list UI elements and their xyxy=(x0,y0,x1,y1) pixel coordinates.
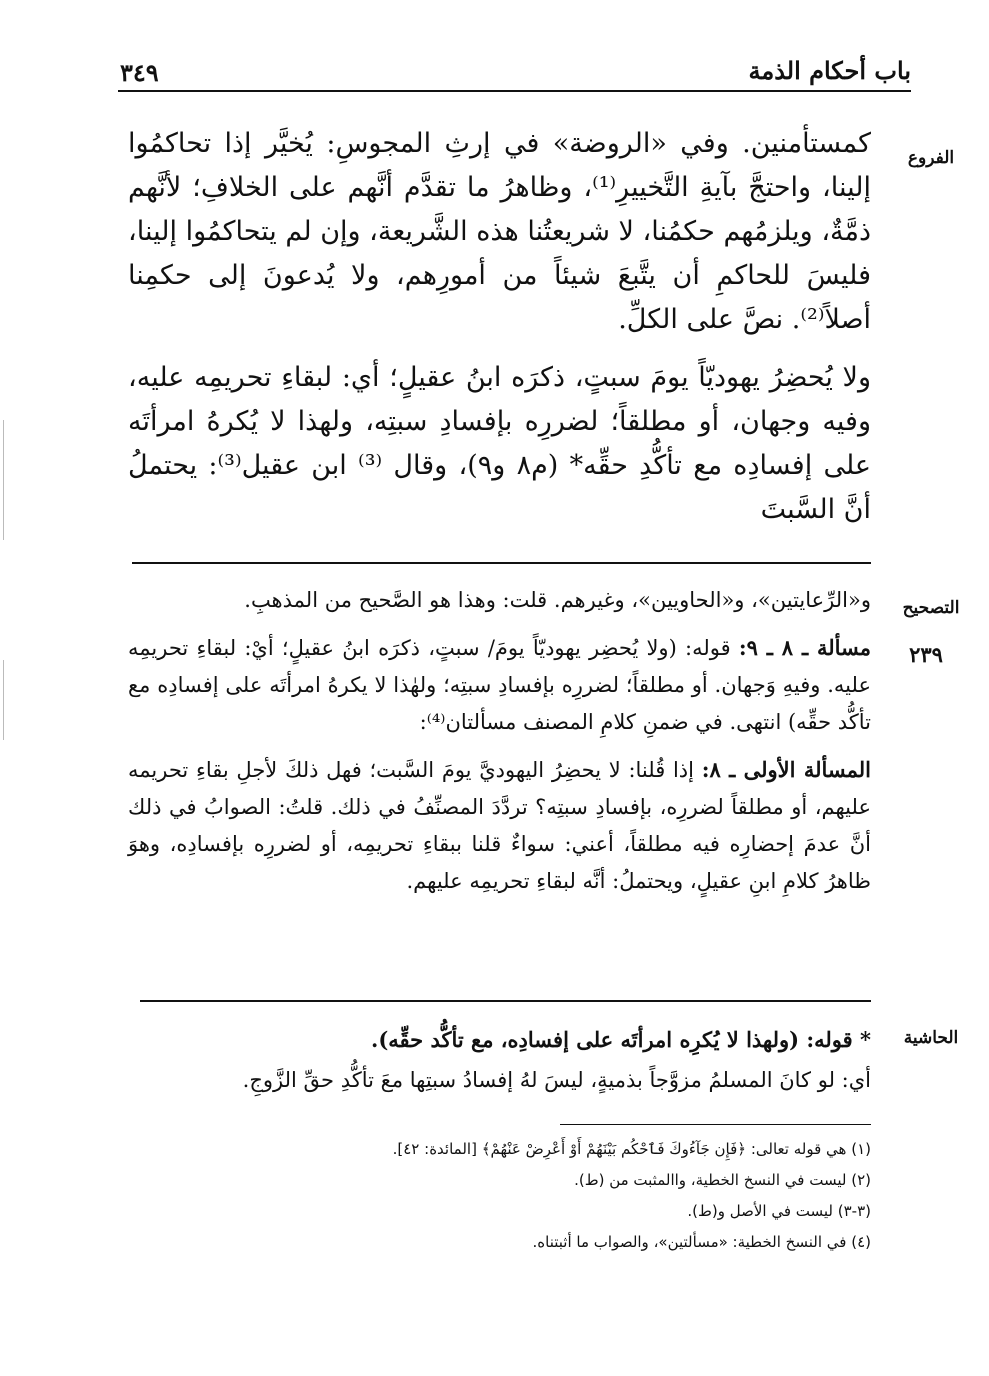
hashiya-quote: * قوله: (ولهذا لا يُكرِه امرأتَه على إفسادِه، مع تأكُّد حقِّه). xyxy=(371,1027,871,1052)
footnote-rule xyxy=(560,1124,871,1125)
margin-label-tashih: التصحيح xyxy=(902,598,960,618)
furu-main-text xyxy=(128,122,871,532)
footnote-3: (٣-٣) ليست في الأصل و(ط). xyxy=(687,1202,871,1220)
issue-body-8-9: قوله: (ولا يُحضِر يهوديّاً يومَ/ سبتٍ، ذكرَه ابنُ عقيلٍ؛ أيْ: لبقاءِ تحريمِه عليه. وفيهِ وَجهان. أو مطلقاً؛ لضررِه بإفسادِ سبتِه؛ ولهٰذا لا يكرهُ امرأتَه على إفسادِه مع تأكُّد حقِّه) انتهى. في ضمنِ كلامِ المصنف مسألتان⁽⁴⁾: xyxy=(128,636,871,734)
footnotes xyxy=(128,1134,871,1258)
section-divider-tashih xyxy=(132,562,871,564)
margin-label-hashiya: الحاشية xyxy=(903,1028,959,1048)
header-rule xyxy=(118,90,911,92)
margin-label-furu: الفروع xyxy=(907,148,955,168)
scan-edge-mark xyxy=(3,420,4,540)
furu-paragraph-2: ولا يُحضِرُ يهوديّاً يومَ سبتٍ، ذكرَه ابنُ عقيلٍ؛ أي: لبقاءِ تحريمِه عليه، وفيه وجهان، أو مطلقاً؛ لضررِه بإفسادِ سبتِه، ولهذا لا يُكرهُ امرأتَه على إفسادِه مع تأكُّدِ حقِّه* (م٨ و٩)، وقال ⁽³⁾ ابن عقيل⁽³⁾: يحتملُ أنَّ السَّبتَ xyxy=(128,362,872,525)
page-number: ٣٤٩ xyxy=(120,58,159,87)
furu-paragraph-1: كمستأمنين. وفي «الروضة» في إرثِ المجوسِ: يُخيَّر إذا تحاكمُوا إلينا، واحتجَّ بآيةِ التَّخييرِ⁽¹⁾، وظاهرُ ما تقدَّم أنَّهم على الخلافِ؛ لأنَّهم ذمَّةٌ، ويلزمُهم حكمُنا، لا شريعتُنا هذه الشَّريعة، وإن لم يتحاكمُوا إلينا، فليسَ للحاكمِ أن يتَّبعَ شيئاً من أمورِهم، ولا يُدعونَ إلى حكمِنا أصلاً⁽²⁾. نصَّ على الكلِّ. xyxy=(128,128,871,335)
tashih-paragraph-2 xyxy=(128,629,871,741)
chapter-title: باب أحكام الذمة xyxy=(748,56,911,85)
tashih-paragraph-3 xyxy=(128,751,871,900)
footnote-4: (٤) في النسخ الخطية: «مسألتين»، والصواب ما أثبتناه. xyxy=(532,1233,871,1251)
issue-heading-8-9: مسألة ـ ٨ ـ ٩: xyxy=(738,635,872,660)
hashiya-text xyxy=(128,1020,871,1100)
issue-body-8: إذا قُلنا: لا يحضِرُ اليهوديَّ يومَ السَّبت؛ فهل ذلكَ لأجلِ بقاءِ تحريمه عليهم، أو مطلقاً لضررِه، بإفسادِ سبتِه؟ تردَّدَ المصنِّفُ في ذلك. قلتُ: الصوابُ في ذلك أنَّ عدمَ إحضارِه فيه مطلقاً، أعني: سواءٌ قلنا ببقاءِ تحريمِه، أو لضررِه بإفسادِه، وهوَ ظاهرُ كلامِ ابنِ عقيلٍ، ويحتملُ: أنَّه لبقاءِ تحريمِه عليهم. xyxy=(128,758,871,893)
hashiya-body: أي: لو كانَ المسلمُ مزوَّجاً بذميةٍ، ليسَ لهُ إفسادُ سبتِها معَ تأكُّدِ حقِّ الزَّوجِ. xyxy=(242,1068,871,1092)
tashih-side-number: ٢٣٩ xyxy=(909,642,943,667)
tashih-text xyxy=(128,582,871,900)
scan-edge-mark xyxy=(3,660,4,740)
footnote-1: (١) هي قوله تعالى: ﴿فَإِن جَآءُوكَ فَٱحْكُم بَيْنَهُمْ أَوْ أَعْرِضْ عَنْهُمْ﴾ [المائدة: ٤٢]. xyxy=(392,1140,871,1158)
tashih-paragraph-1: و«الرِّعايتين»، و«الحاويين»، وغيرهم. قلت: وهذا هو الصَّحيح من المذهبِ. xyxy=(244,588,871,612)
section-divider-hashiya xyxy=(140,1000,871,1002)
issue-heading-8: المسألة الأولى ـ ٨: xyxy=(701,757,871,782)
footnote-2: (٢) ليست في النسخ الخطية، واالمثبت من (ط). xyxy=(574,1171,871,1189)
